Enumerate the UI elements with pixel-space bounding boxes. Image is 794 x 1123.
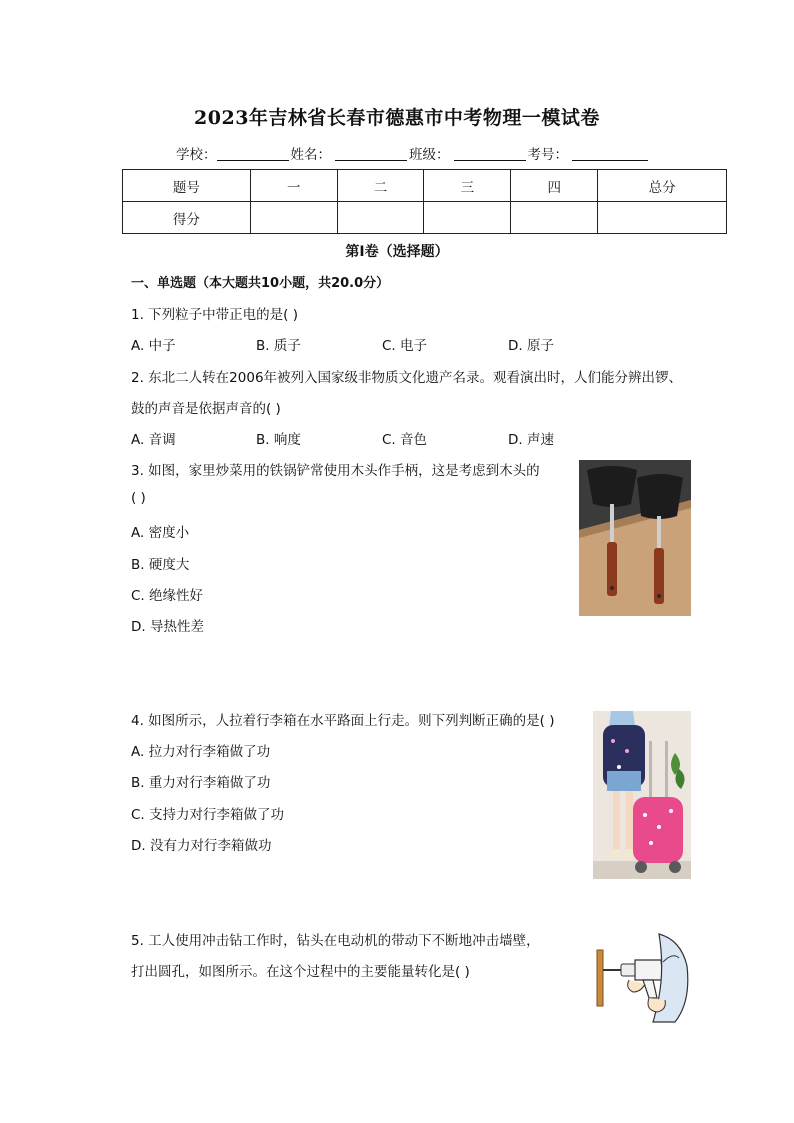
question-2-option-c[interactable]: C. 音色 (382, 432, 428, 448)
score-cell[interactable] (424, 202, 511, 234)
drill-illustration (589, 922, 693, 1026)
question-2-stem-line-2: 鼓的声音是依据声音的( ) (131, 401, 281, 417)
student-info-line (176, 143, 650, 163)
score-cell[interactable] (511, 202, 598, 234)
score-cell[interactable] (598, 202, 727, 234)
question-1-option-d[interactable]: D. 原子 (508, 338, 554, 354)
exam-no-blank[interactable] (572, 146, 648, 161)
score-header-cell: 题号 (123, 170, 251, 202)
question-2-option-d[interactable]: D. 声速 (508, 432, 554, 448)
luggage-illustration (593, 711, 691, 879)
section-title: 第Ⅰ卷（选择题） (345, 244, 449, 260)
score-header-cell: 总分 (598, 170, 727, 202)
score-header-cell: 一 (250, 170, 337, 202)
class-blank[interactable] (454, 146, 526, 161)
question-1-stem: 1. 下列粒子中带正电的是( ) (131, 307, 298, 323)
question-5-stem-line-1: 5. 工人使用冲击钻工作时，钻头在电动机的带动下不断地冲击墙壁， (131, 933, 540, 949)
question-1-option-b[interactable]: B. 质子 (256, 338, 301, 354)
question-4-option-d[interactable]: D. 没有力对行李箱做功 (131, 838, 272, 854)
name-label: 姓名： (290, 147, 331, 163)
drill-drawing (589, 922, 693, 1026)
school-blank[interactable] (217, 146, 289, 161)
score-cell[interactable] (337, 202, 424, 234)
question-4-option-b[interactable]: B. 重力对行李箱做了功 (131, 775, 271, 791)
question-3-option-b[interactable]: B. 硬度大 (131, 557, 190, 573)
question-2-option-b[interactable]: B. 响度 (256, 432, 301, 448)
score-header-cell: 四 (511, 170, 598, 202)
spatula-illustration (579, 460, 691, 616)
spatula-photo (579, 460, 691, 616)
question-2-stem-line-1: 2. 东北二人转在2006年被列入国家级非物质文化遗产名录。观看演出时，人们能分辨出锣、 (131, 370, 683, 386)
exam-title: 2023年吉林省长春市德惠市中考物理一模试卷 (194, 107, 600, 129)
question-1-option-a[interactable]: A. 中子 (131, 338, 176, 354)
question-4-option-a[interactable]: A. 拉力对行李箱做了功 (131, 744, 271, 760)
question-3-option-c[interactable]: C. 绝缘性好 (131, 588, 204, 604)
question-2-option-a[interactable]: A. 音调 (131, 432, 176, 448)
score-cell[interactable] (250, 202, 337, 234)
score-header-cell: 三 (424, 170, 511, 202)
score-table-score-row (123, 202, 727, 234)
name-blank[interactable] (335, 146, 407, 161)
school-label: 学校： (176, 147, 217, 163)
luggage-photo (593, 711, 691, 879)
score-header-cell: 二 (337, 170, 424, 202)
question-4-option-c[interactable]: C. 支持力对行李箱做了功 (131, 807, 285, 823)
question-3-option-a[interactable]: A. 密度小 (131, 525, 190, 541)
score-table (122, 169, 727, 234)
question-3-stem-line-1: 3. 如图，家里炒菜用的铁锅铲常使用木头作手柄，这是考虑到木头的 (131, 463, 540, 479)
question-3-option-d[interactable]: D. 导热性差 (131, 619, 204, 635)
question-5-stem-line-2: 打出圆孔，如图所示。在这个过程中的主要能量转化是( ) (131, 964, 470, 980)
score-row-label: 得分 (123, 202, 251, 234)
question-1-option-c[interactable]: C. 电子 (382, 338, 428, 354)
question-3-stem-line-2: ( ) (131, 490, 146, 506)
exam-no-label: 考号： (527, 147, 568, 163)
score-table-header-row (123, 170, 727, 202)
class-label: 班级： (409, 147, 450, 163)
question-4-stem: 4. 如图所示，人拉着行李箱在水平路面上行走。则下列判断正确的是( ) (131, 713, 555, 729)
part-title: 一、单选题（本大题共10小题，共20.0分） (131, 276, 390, 291)
